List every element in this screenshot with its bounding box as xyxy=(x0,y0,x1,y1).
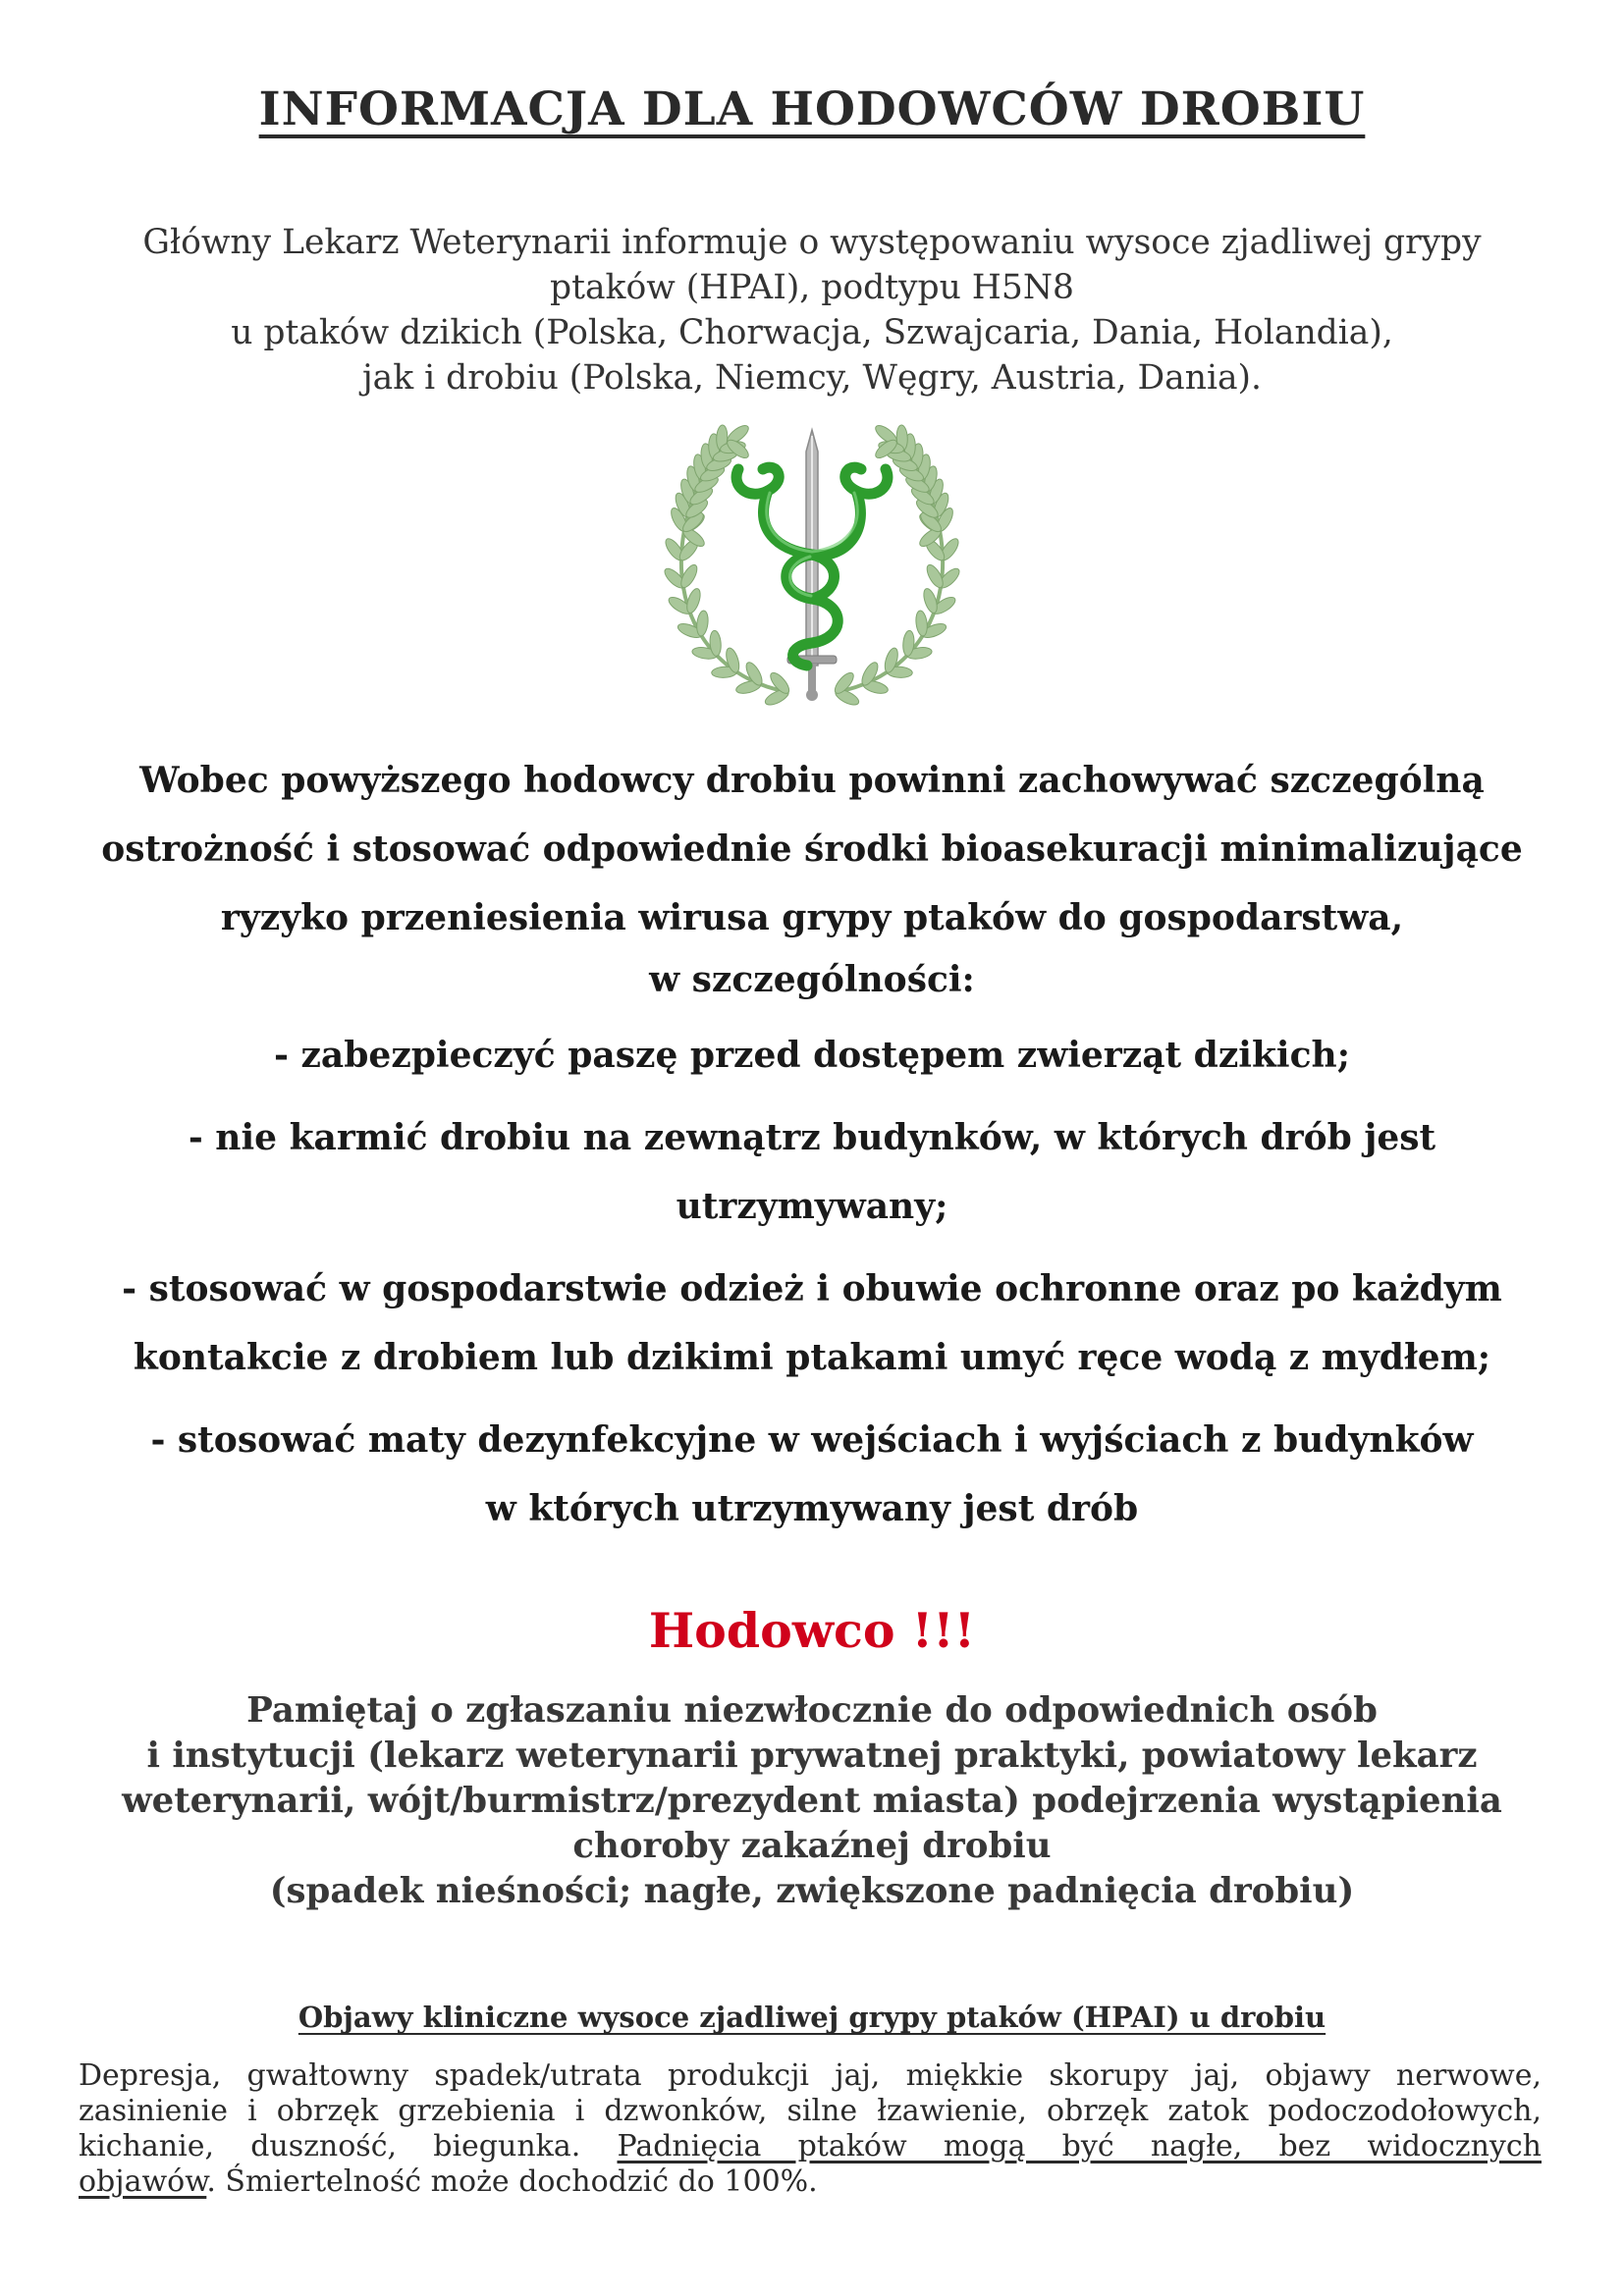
measure-item-cont: w których utrzymywany jest drób xyxy=(485,1488,1139,1529)
page-title xyxy=(0,82,1624,136)
measure-item: - nie karmić drobiu na zewnątrz budynków, w których drób jest xyxy=(188,1117,1436,1158)
measures-intro-line: w szczególności: xyxy=(649,959,975,1000)
biosecurity-measures xyxy=(69,746,1555,1543)
symptoms-underlined-text: Padnięcia ptaków mogą być nagłe, bez widocznych xyxy=(617,2129,1542,2163)
measures-intro-line: ostrożność i stosować odpowiednie środki bioasekuracji minimalizujące xyxy=(101,828,1523,870)
laurel-leaf-icon xyxy=(695,610,709,636)
measures-intro-line: Wobec powyższego hodowcy drobiu powinni zachowywać szczególną xyxy=(139,760,1485,801)
symptoms-line xyxy=(79,2129,1542,2164)
measures-intro-line: ryzyko przeniesienia wirusa grypy ptaków do gospodarstwa, xyxy=(220,897,1404,938)
report-line: i instytucji (lekarz weterynarii prywatnej praktyki, powiatowy lekarz xyxy=(146,1735,1478,1776)
page-title-text: INFORMACJA DLA HODOWCÓW DROBIU xyxy=(258,82,1366,136)
laurel-leaf-icon xyxy=(915,610,929,636)
intro-paragraph xyxy=(59,220,1565,400)
symptoms-underlined-text: objawów xyxy=(79,2164,207,2199)
symptoms-heading-text: Objawy kliniczne wysoce zjadliwej grypy ptaków (HPAI) u drobiu xyxy=(298,2001,1326,2034)
alert-heading: Hodowco !!! xyxy=(648,1602,976,1659)
symptoms-text: . Śmiertelność może dochodzić do 100%. xyxy=(206,2164,818,2199)
symptoms-text: kichanie, duszność, biegunka. xyxy=(79,2129,581,2163)
measure-item-cont: utrzymywany; xyxy=(676,1186,948,1227)
intro-line: ptaków (HPAI), podtypu H5N8 xyxy=(550,268,1074,307)
symptoms-line xyxy=(79,2164,1542,2200)
intro-line: Główny Lekarz Weterynarii informuje o występowaniu wysoce zjadliwej grypy xyxy=(142,223,1482,262)
report-line: weterynarii, wójt/burmistrz/prezydent miasta) podejrzenia wystąpienia xyxy=(122,1781,1502,1821)
measure-item: - stosować w gospodarstwie odzież i obuwie ochronne oraz po każdym xyxy=(122,1268,1502,1309)
report-paragraph xyxy=(59,1688,1565,1914)
symptoms-line: Depresja, gwałtowny spadek/utrata produkcji jaj, miękkie skorupy jaj, objawy nerwowe, xyxy=(79,2058,1542,2093)
measure-item-cont: kontakcie z drobiem lub dzikimi ptakami umyć ręce wodą z mydłem; xyxy=(133,1337,1491,1378)
intro-line: u ptaków dzikich (Polska, Chorwacja, Szwajcaria, Dania, Holandia), xyxy=(231,313,1393,352)
symptoms-paragraph xyxy=(79,2058,1542,2200)
measure-item: - stosować maty dezynfekcyjne w wejściach i wyjściach z budynków xyxy=(150,1419,1474,1461)
veterinary-caduceus-emblem-icon xyxy=(640,422,984,717)
intro-line: jak i drobiu (Polska, Niemcy, Węgry, Austria, Dania). xyxy=(361,358,1262,398)
report-line: (spadek nieśności; nagłe, zwiększone padnięcia drobiu) xyxy=(269,1871,1355,1911)
report-line: Pamiętaj o zgłaszaniu niezwłocznie do odpowiednich osób xyxy=(246,1690,1378,1731)
symptoms-heading xyxy=(0,2001,1624,2034)
report-line: choroby zakaźnej drobiu xyxy=(572,1826,1052,1866)
symptoms-line: zasinienie i obrzęk grzebienia i dzwonków, silne łzawienie, obrzęk zatok podoczodołowych, xyxy=(79,2094,1542,2128)
measure-item: - zabezpieczyć paszę przed dostępem zwierząt dzikich; xyxy=(274,1035,1350,1076)
